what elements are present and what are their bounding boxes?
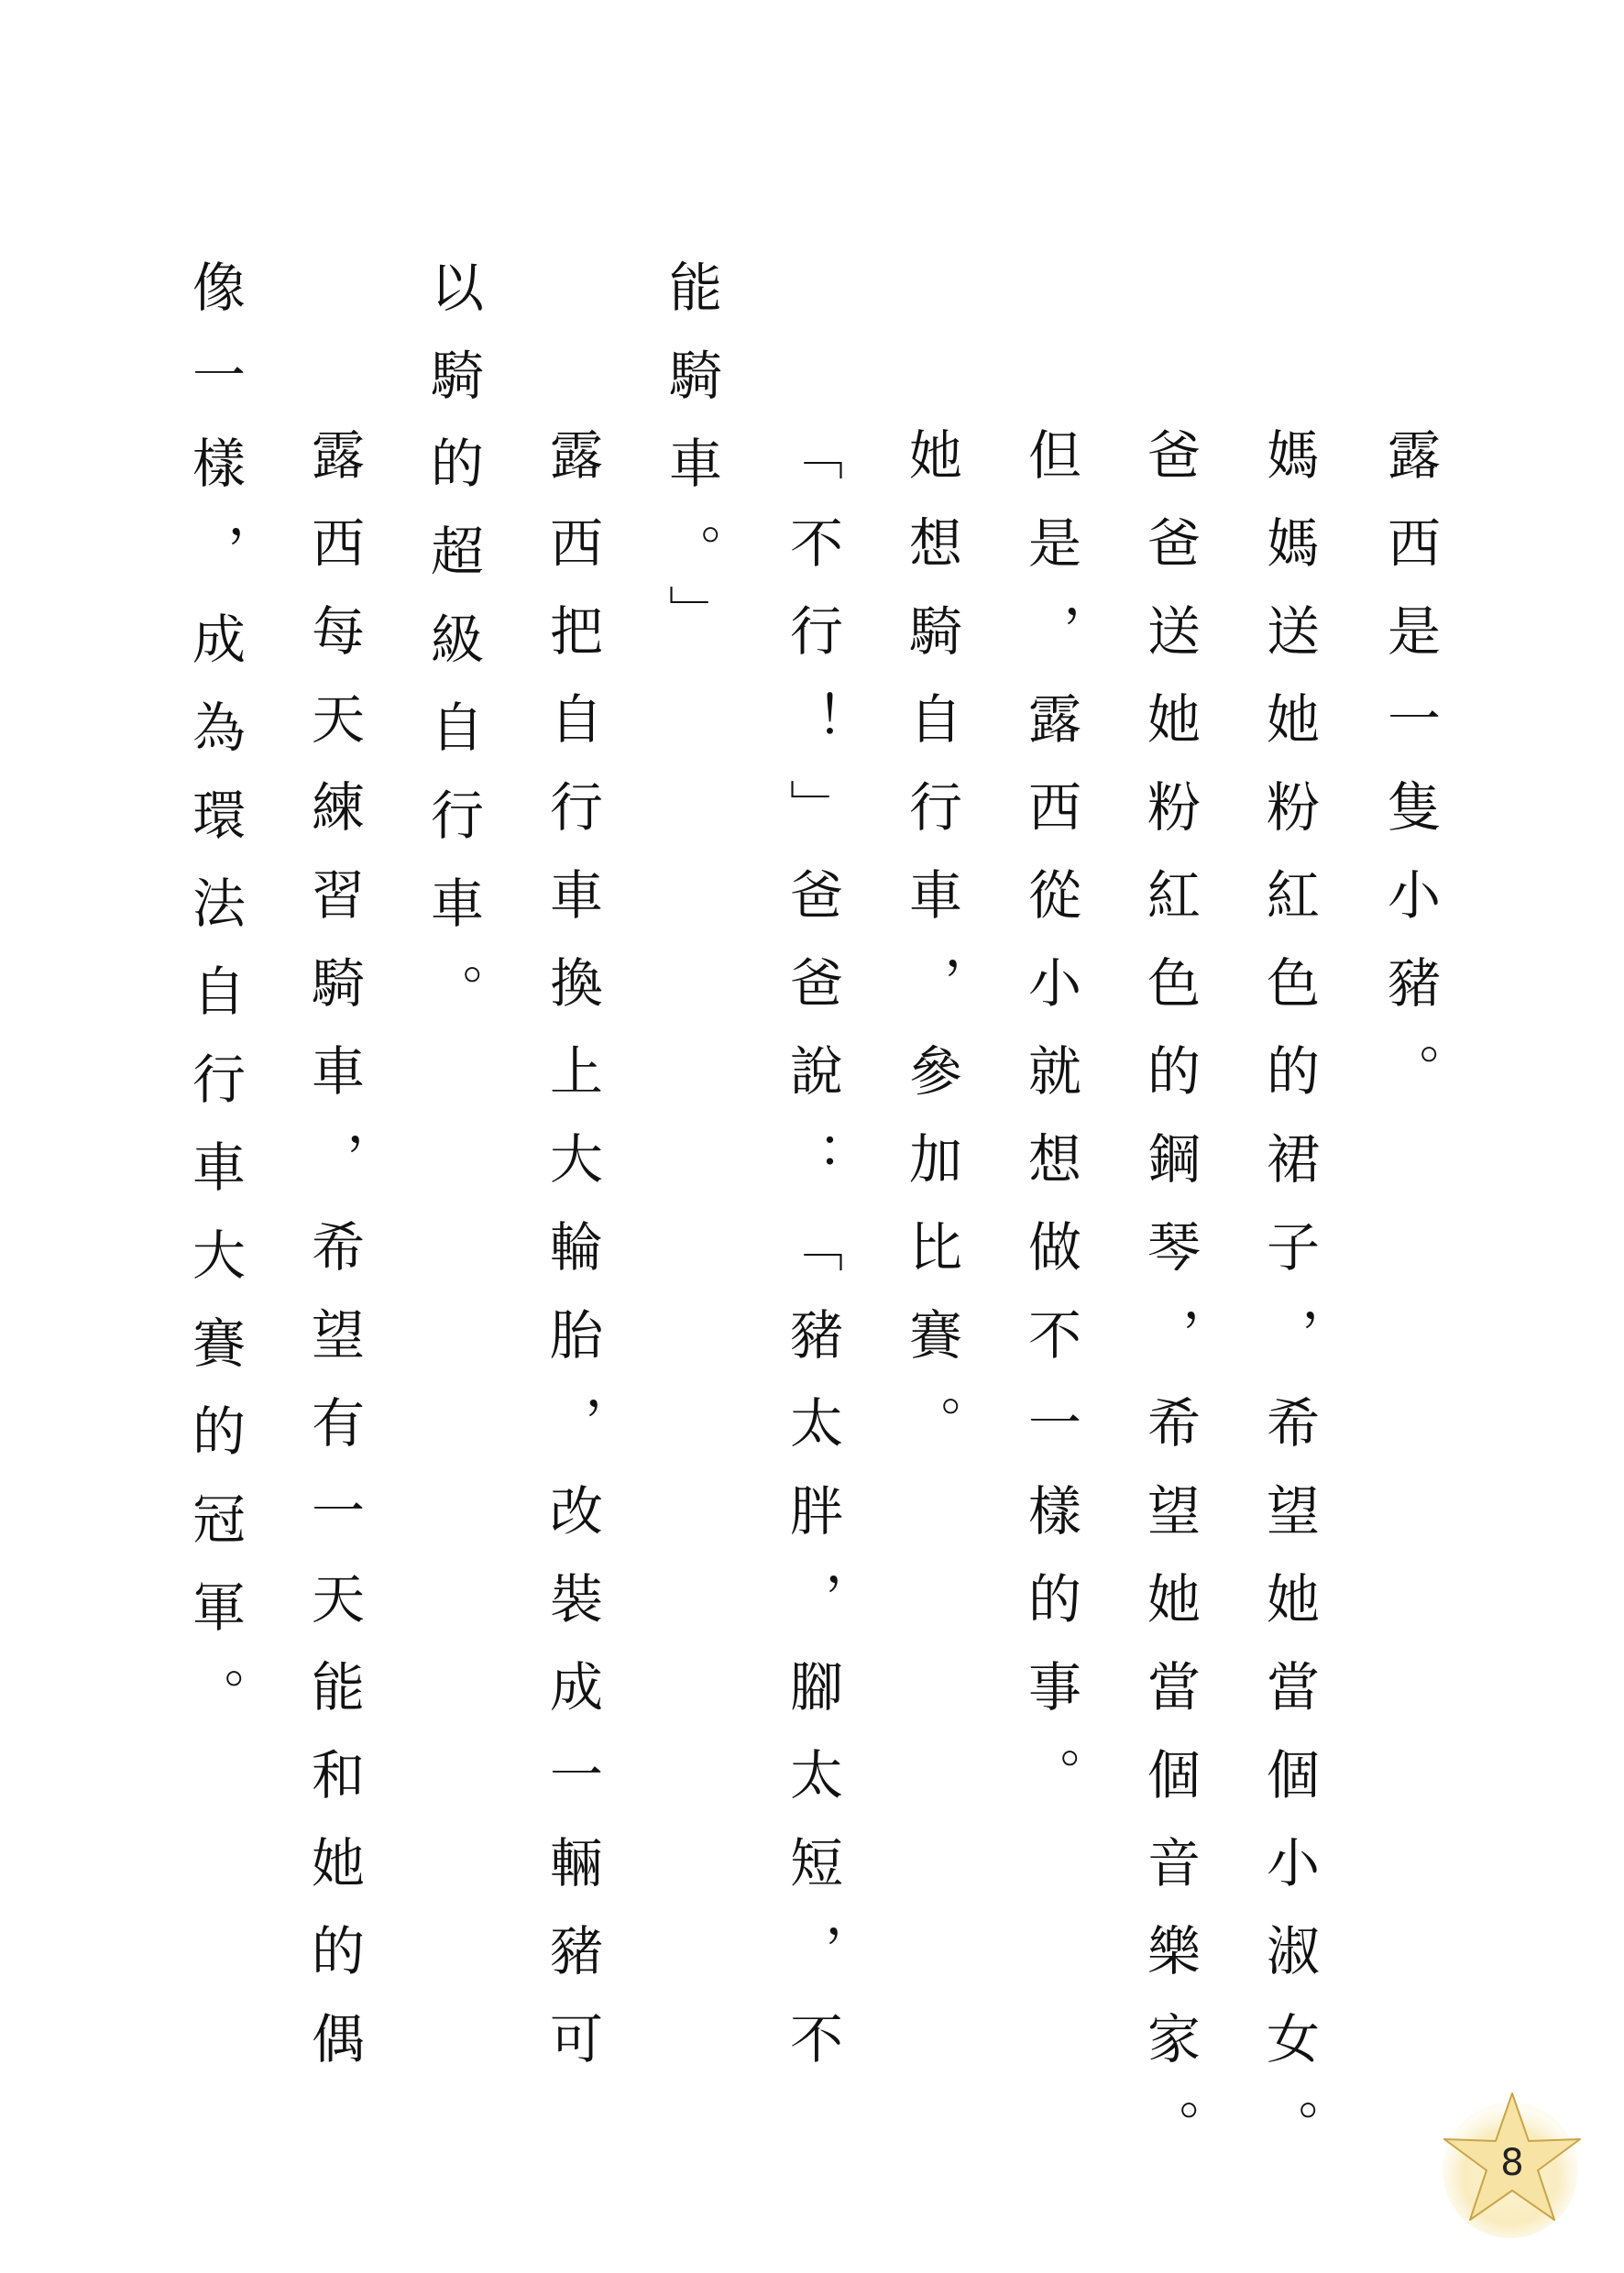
story-line-8: 露西把自行車換上大輪胎，改裝成一輛豬可 xyxy=(541,427,603,2099)
page-number: 8 xyxy=(1500,2142,1524,2184)
story-line-3: 爸爸送她粉紅色的鋼琴，希望她當個音樂家。 xyxy=(1138,427,1201,2187)
page-number-badge xyxy=(1430,2081,1595,2246)
story-line-2: 媽媽送她粉紅色的裙子，希望她當個小淑女。 xyxy=(1257,427,1320,2187)
story-line-11: 像一樣，成為環法自行車大賽的冠軍。 xyxy=(183,259,246,1755)
story-line-7: 能騎車。」 xyxy=(660,259,722,673)
story-line-1: 露西是一隻小豬。 xyxy=(1378,427,1441,1131)
story-line-9: 以騎的超級自行車。 xyxy=(422,259,484,1051)
story-line-5: 她想騎自行車，參加比賽。 xyxy=(900,427,962,1483)
story-line-4: 但是，露西從小就想做不一樣的事。 xyxy=(1019,427,1081,1835)
story-line-6: 「不行！」爸爸說：「豬太胖，腳太短，不 xyxy=(781,427,843,2099)
story-line-10: 露西每天練習騎車，希望有一天能和她的偶 xyxy=(302,427,365,2099)
